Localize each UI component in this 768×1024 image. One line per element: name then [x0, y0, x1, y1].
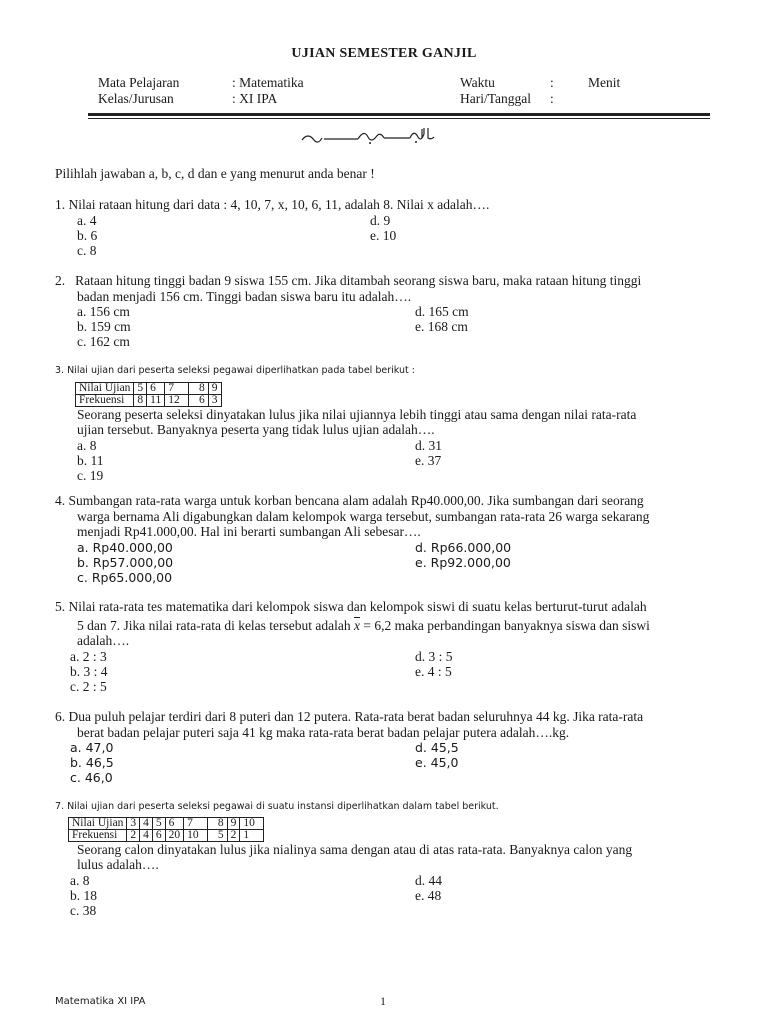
- q6-option-c: c. 46,0: [70, 770, 113, 785]
- table-cell: 5: [134, 382, 147, 394]
- q3-row1-label: Nilai Ujian: [76, 382, 134, 394]
- table-cell: 10: [240, 817, 264, 829]
- q5-option-a: a. 2 : 3: [70, 648, 107, 664]
- question-3: [55, 363, 723, 484]
- q4-option-a: a. Rp40.000,00: [77, 539, 173, 555]
- q5-option-b: b. 3 : 4: [70, 663, 108, 679]
- table-cell: 7: [184, 817, 208, 829]
- table-cell: 8: [134, 394, 147, 406]
- q6-option-d: d. 45,5: [415, 740, 459, 755]
- q1-option-e: e. 10: [370, 227, 397, 243]
- q1-option-b: b. 6: [77, 227, 98, 243]
- q2-line-2: badan menjadi 156 cm. Tinggi badan siswa baru itu adalah….: [77, 288, 412, 304]
- q5-option-e: e. 4 : 5: [415, 663, 452, 679]
- q3-option-c: c. 19: [77, 467, 104, 483]
- class-value: : XI IPA: [232, 91, 278, 106]
- q2-option-b: b. 159 cm: [77, 319, 131, 334]
- exam-meta: [98, 75, 698, 107]
- question-5: [55, 599, 723, 695]
- q4-option-e: e. Rp92.000,00: [415, 554, 511, 570]
- q1-option-a: a. 4: [77, 212, 97, 228]
- table-cell: 8: [207, 817, 227, 829]
- table-cell: 6: [165, 817, 184, 829]
- table-cell: 12: [165, 394, 189, 406]
- q7-option-c: c. 38: [70, 902, 97, 918]
- table-cell: 6: [152, 829, 165, 841]
- table-cell: 3: [208, 394, 221, 406]
- q6-option-e: e. 45,0: [415, 755, 459, 770]
- date-label: Hari/Tanggal: [460, 91, 532, 106]
- table-row: [76, 394, 222, 406]
- q1-option-c: c. 8: [77, 242, 97, 258]
- table-cell: 6: [189, 394, 209, 406]
- q5-option-c: c. 2 : 5: [70, 678, 107, 694]
- footer-subject: Matematika XI IPA: [55, 996, 146, 1007]
- q4-option-c: c. Rp65.000,00: [77, 569, 173, 585]
- q2-line-1: Rataan hitung tinggi badan 9 siswa 155 cm. Jika ditambah seorang siswa baru, maka rataan hitung tinggi: [75, 273, 642, 288]
- table-cell: 11: [147, 394, 165, 406]
- exam-title: UJIAN SEMESTER GANJIL: [291, 46, 477, 61]
- date-colon: :: [550, 91, 554, 106]
- q3-line-2: ujian tersebut. Banyaknya peserta yang tidak lulus ujian adalah….: [77, 422, 435, 437]
- table-cell: 4: [140, 829, 153, 841]
- table-cell: 9: [227, 817, 240, 829]
- q3-option-e: e. 37: [415, 452, 442, 468]
- table-cell: 1: [240, 829, 264, 841]
- q7-option-e: e. 48: [415, 887, 442, 903]
- q6-line-2: berat badan pelajar puteri saja 41 kg maka rata-rata berat badan pelajar putera adalah….kg.: [77, 724, 570, 740]
- q3-option-d: d. 31: [415, 437, 442, 453]
- q7-option-b: b. 18: [70, 887, 97, 903]
- table-cell: 3: [127, 817, 140, 829]
- header-rule-thin: [88, 118, 710, 119]
- class-label: Kelas/Jurusan: [98, 91, 174, 106]
- q5-line-1: 5. Nilai rata-rata tes matematika dari kelompok siswa dan kelompok siswi di suatu kelas berturut-turut adalah: [55, 599, 647, 614]
- table-row: [69, 817, 264, 829]
- q4-line-2: warga bernama Ali digabungkan dalam kelompok warga tersebut, sumbangan rata-rata 26 warga sekarang: [77, 508, 650, 524]
- q3-intro: 3. Nilai ujian dari peserta seleksi pegawai diperlihatkan pada tabel berikut :: [55, 365, 415, 376]
- time-label: Waktu: [460, 75, 495, 90]
- q6-option-b: b. 46,5: [70, 755, 114, 770]
- instruction-text: Pilihlah jawaban a, b, c, d dan e yang menurut anda benar !: [55, 166, 375, 181]
- q3-table: [75, 382, 222, 407]
- q4-option-d: d. Rp66.000,00: [415, 539, 512, 555]
- question-1: [55, 197, 723, 259]
- q4-line-3: menjadi Rp41.000,00. Hal ini berarti sumbangan Ali sebesar….: [77, 524, 421, 539]
- q5-line-2-post: = 6,2 maka perbandingan banyaknya siswa dan siswi: [360, 617, 650, 633]
- header-rule-thick: [88, 113, 710, 116]
- time-unit: Menit: [588, 75, 621, 90]
- table-cell: 8: [189, 382, 209, 394]
- table-row: [76, 382, 222, 394]
- q4-option-b: b. Rp57.000,00: [77, 554, 174, 570]
- q3-option-b: b. 11: [77, 452, 104, 468]
- page-number: 1: [380, 994, 386, 1008]
- table-cell: 4: [140, 817, 153, 829]
- q7-option-d: d. 44: [415, 872, 442, 888]
- table-cell: 7: [165, 382, 189, 394]
- subject-label: Mata Pelajaran: [98, 75, 180, 90]
- table-cell: 6: [147, 382, 165, 394]
- question-6: [55, 709, 723, 786]
- q5-line-3: adalah….: [77, 633, 130, 648]
- q5-line-2-pre: 5 dan 7. Jika nilai rata-rata di kelas tersebut adalah: [77, 617, 355, 633]
- q2-number: 2.: [55, 273, 66, 288]
- q7-row1-label: Nilai Ujian: [69, 817, 127, 829]
- q2-option-c: c. 162 cm: [77, 334, 130, 349]
- q5-xbar-symbol: x: [354, 617, 361, 633]
- table-cell: 2: [227, 829, 240, 841]
- question-7: [55, 799, 723, 919]
- q7-row2-label: Frekuensi: [69, 829, 127, 841]
- time-colon: :: [550, 75, 554, 90]
- q3-line-1: Seorang peserta seleksi dinyatakan lulus jika nilai ujiannya lebih tinggi atau sama dengan nilai rata-rata: [77, 406, 637, 422]
- q2-option-a: a. 156 cm: [77, 304, 130, 319]
- subject-value: : Matematika: [232, 75, 304, 90]
- q7-option-a: a. 8: [70, 872, 90, 888]
- question-1-text: 1. Nilai rataan hitung dari data : 4, 10, 7, x, 10, 6, 11, adalah 8. Nilai x adalah….: [55, 197, 490, 212]
- calligraphy-ornament: [298, 126, 438, 148]
- q7-line-2: lulus adalah….: [77, 857, 159, 872]
- q7-intro: 7. Nilai ujian dari peserta seleksi pegawai di suatu instansi diperlihatkan dalam tabel berikut.: [55, 801, 499, 812]
- table-cell: 5: [152, 817, 165, 829]
- q2-option-e: e. 168 cm: [415, 319, 468, 334]
- q3-row2-label: Frekuensi: [76, 394, 134, 406]
- question-2: [55, 273, 723, 350]
- q6-option-a: a. 47,0: [70, 740, 114, 755]
- q6-line-1: 6. Dua puluh pelajar terdiri dari 8 puteri dan 12 putera. Rata-rata berat badan seluruhnya 44 kg. Jika rata-rata: [55, 709, 644, 724]
- q4-line-1: 4. Sumbangan rata-rata warga untuk korban bencana alam adalah Rp40.000,00. Jika sumbangan dari seorang: [55, 493, 644, 508]
- table-cell: 5: [207, 829, 227, 841]
- table-row: [69, 829, 264, 841]
- q3-option-a: a. 8: [77, 437, 97, 453]
- q5-option-d: d. 3 : 5: [415, 648, 453, 664]
- table-cell: 20: [165, 829, 184, 841]
- table-cell: 2: [127, 829, 140, 841]
- q2-option-d: d. 165 cm: [415, 304, 469, 319]
- table-cell: 9: [208, 382, 221, 394]
- q1-option-d: d. 9: [370, 212, 391, 228]
- question-4: [55, 493, 723, 586]
- table-cell: 10: [184, 829, 208, 841]
- q7-table: [68, 817, 264, 842]
- q7-line-1: Seorang calon dinyatakan lulus jika nialinya sama dengan atau di atas rata-rata. Banyaknya calon yang: [77, 841, 633, 857]
